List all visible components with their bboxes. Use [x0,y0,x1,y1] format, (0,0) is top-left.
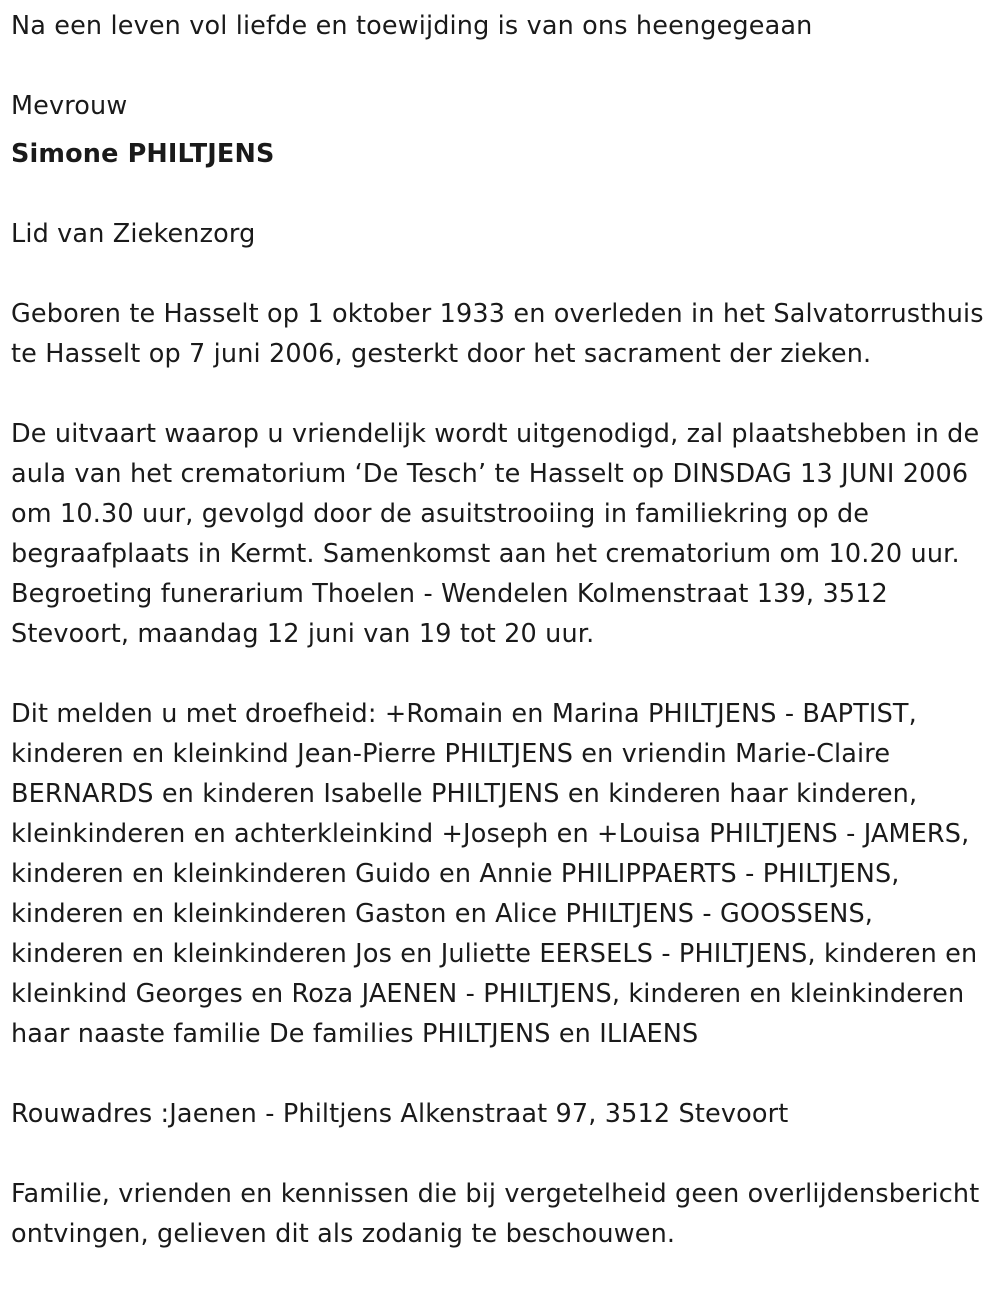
mourning-address: Rouwadres :Jaenen - Philtjens Alkenstraat 97, 3512 Stevoort [11,1099,789,1129]
deceased-name: Simone PHILTJENS [11,139,275,169]
funeral-paragraph: De uitvaart waarop u vriendelijk wordt uitgenodigd, zal plaatshebben in de aula van het crematorium ‘De Tesch’ te Hasselt op DINSDAG 13 JUNI 2006 om 10.30 uur, gevolgd door de asuitstrooiing in familiekring op de begraafplaats in Kermt. Samenkomst aan het crematorium om 10.20 uur. Begroeting funerarium Thoelen - Wendelen Kolmenstraat 139, 3512 Stevoort, maandag 12 juni van 19 tot 20 uur. [11,419,980,649]
family-paragraph: Dit melden u met droefheid: +Romain en Marina PHILTJENS - BAPTIST, kinderen en kleinkind Jean-Pierre PHILTJENS en vriendin Marie-Claire BERNARDS en kinderen Isabelle PHILTJENS en kinderen haar kinderen, kleinkinderen en achterkleinkind +Joseph en +Louisa PHILTJENS - JAMERS, kinderen en kleinkinderen Guido en Annie PHILIPPAERTS - PHILTJENS, kinderen en kleinkinderen Gaston en Alice PHILTJENS - GOOSSENS, kinderen en kleinkinderen Jos en Juliette EERSELS - PHILTJENS, kinderen en kleinkind Georges en Roza JAENEN - PHILTJENS, kinderen en kleinkinderen haar naaste familie De families PHILTJENS en ILIAENS [11,699,978,1049]
membership-text: Lid van Ziekenzorg [11,219,256,249]
intro-text: Na een leven vol liefde en toewijding is van ons heengegeaan [11,11,813,41]
closing-paragraph: Familie, vrienden en kennissen die bij vergetelheid geen overlijdensbericht ontvingen, gelieven dit als zodanig te beschouwen. [11,1179,980,1249]
salutation: Mevrouw [11,91,128,121]
birth-death-paragraph: Geboren te Hasselt op 1 oktober 1933 en overleden in het Salvatorrusthuis te Hasselt op 7 juni 2006, gesterkt door het sacrament der zieken. [11,299,984,369]
